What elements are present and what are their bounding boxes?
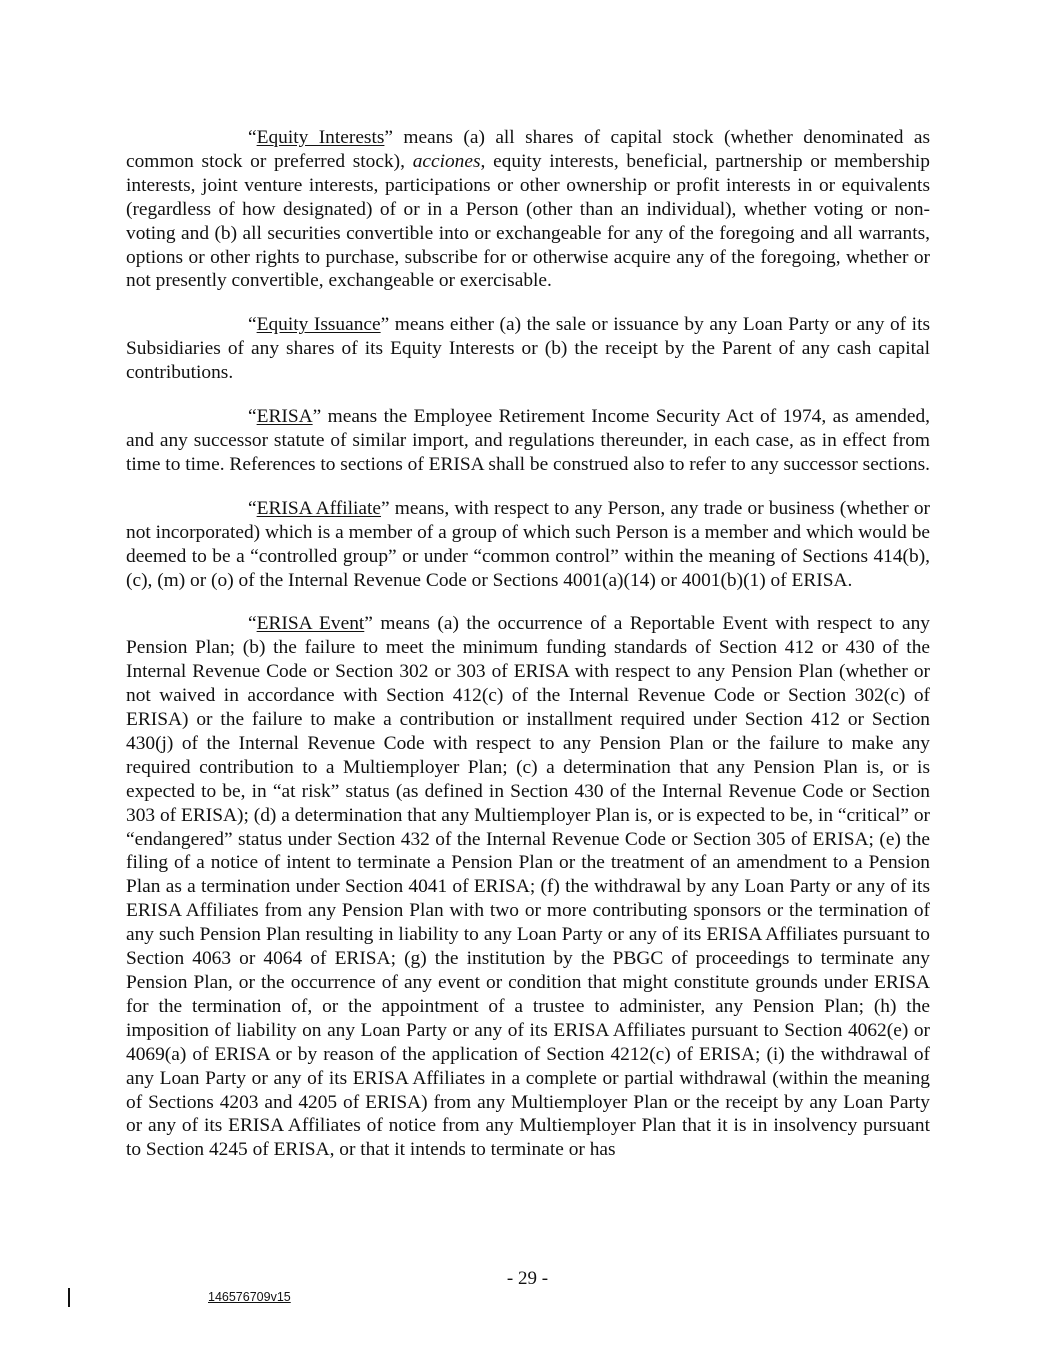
document-id: 146576709v15 [208,1290,291,1304]
defined-term: ERISA [256,406,313,428]
defined-term: ERISA Affiliate [256,497,382,519]
definition-equity-issuance: “Equity Issuance” means either (a) the sale or issuance by any Loan Party or any of its Subsidiaries of any shares of its Equity Interests or (b) the receipt by the Parent of any cash capital contributions. [126,314,931,384]
page-number: - 29 - [506,1268,549,1289]
defined-term: Equity Interests [256,127,385,148]
revision-bar [68,1288,70,1307]
italic-term: acciones [412,150,481,172]
defined-term: Equity Issuance [256,314,381,336]
definition-erisa: “ERISA” means the Employee Retirement Income Security Act of 1974, as amended, and any successor statute of similar import, and regulations thereunder, in each case, as in effect from time to time. References to sections of ERISA shall be construed also to refer to any successor sections. [126,406,930,475]
definition-erisa-affiliate: “ERISA Affiliate” means, with respect to any Person, any trade or business (whether or not incorporated) which is a member of a group of which such Person is a member and which would be deemed to be a “controlled group” or under “common control” within the meaning of Sections 414(b), (c), (m) or (o) of the Internal Revenue Code or Sections 4001(a)(14) or 4001(b)(1) of ERISA. [126,497,931,591]
defined-term: ERISA Event [256,613,365,635]
definition-equity-interests: “Equity Interests” means (a) all shares of capital stock (whether denominated as common stock or preferred stock), acciones, equity interests, beneficial, partnership or membership interests, joint venture interests, participations or other ownership or profit interests in or equivalents (regardless of how designated) of or in a Person (other than an individual), whether voting or non-voting and (b) all securities convertible into or exchangeable for any of the foregoing and all warrants, options or other rights to purchase, subscribe for or otherwise acquire any of the foregoing, whether or not presently convertible, exchangeable or exercisable. [126,127,930,292]
document-body [126,126,930,1182]
definition-erisa-event: “ERISA Event” means (a) the occurrence of a Reportable Event with respect to any Pension Plan; (b) the failure to meet the minimum funding standards of Section 412 or 430 of the Internal Revenue Code or Section 302 or 303 of ERISA with respect to any Pension Plan (whether or not waived in accordance with Section 412(c) of the Internal Revenue Code or Section 302(c) of ERISA) or the failure to make a contribution or installment required under Section 412 or Section 430(j) of the Internal Revenue Code with respect to any Pension Plan or the failure to make any required contribution to a Multiemployer Plan; (c) a determination that any Pension Plan is, or is expected to be, in “at risk” status (as defined in Section 430 of the Internal Revenue Code or Section 303 of ERISA); (d) a determination that any Multiemployer Plan is, or is expected to be, in “critical” or “endangered” status under Section 432 of the Internal Revenue Code or Section 305 of ERISA; (e) the filing of a notice of intent to terminate a Pension Plan or the treatment of an amendment to a Pension Plan as a termination under Section 4041 of ERISA; (f) the withdrawal by any Loan Party or any of its ERISA Affiliates from any Pension Plan with two or more contributing sponsors or the termination of any such Pension Plan resulting in liability to any Loan Party or any of its ERISA Affiliates pursuant to Section 4063 or 4064 of ERISA; (g) the institution by the PBGC of proceedings to terminate any Pension Plan, or the occurrence of any event or condition that might constitute grounds under ERISA for the termination of, or the appointment of a trustee to administer, any Pension Plan; (h) the imposition of liability on any Loan Party or any of its ERISA Affiliates pursuant to Section 4062(e) or 4069(a) of ERISA or by reason of the application of Section 4212(c) of ERISA; (i) the withdrawal of any Loan Party or any of its ERISA Affiliates in a complete or partial withdrawal (within the meaning of Sections 4203 and 4205 of ERISA) from any Multiemployer Plan or the receipt by any Loan Party or any of its ERISA Affiliates of notice from any Multiemployer Plan that it is in insolvency pursuant to Section 4245 of ERISA, or that it intends to terminate or has [126,613,931,1161]
